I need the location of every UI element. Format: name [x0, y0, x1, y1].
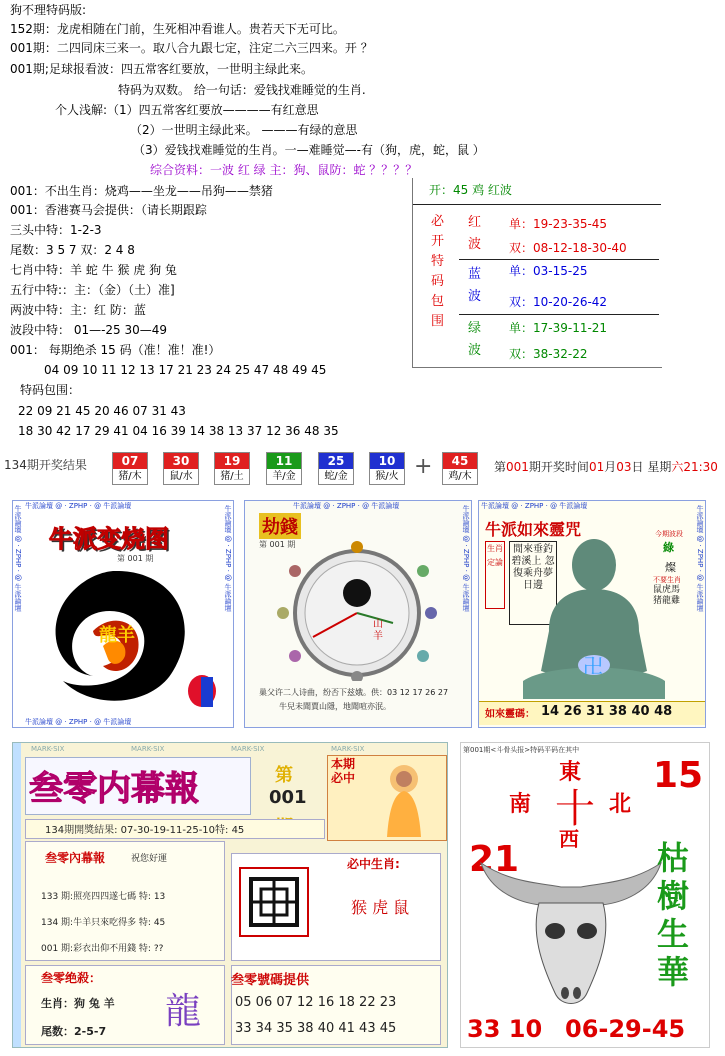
watermark-text: 牛派論壇 @ · ZPHP · @ 牛派論壇	[14, 505, 22, 612]
zodiac-box: 生肖定論	[485, 541, 505, 609]
watermark-text: 牛派論壇 @ · ZPHP · @ 牛派論壇	[25, 718, 132, 726]
explain-2: （2）一世明主绿此来。 ———有绿的意思	[130, 123, 358, 137]
svg-text:卍: 卍	[583, 654, 603, 678]
kill-label: 叁零绝殺：	[41, 971, 102, 985]
blue-single: 单：03-15-25	[509, 264, 588, 278]
panel-bull-skull	[460, 742, 710, 1048]
panel-money-clock	[244, 500, 472, 728]
panel-caption: 巢父许二人诗曲，纷否下兹娥。供：03 12 17 26 27	[259, 688, 449, 697]
divider	[413, 204, 661, 205]
green-wave-label: 绿波	[468, 321, 482, 358]
issue-number: 001	[269, 787, 307, 808]
panel-char: 龍羊	[99, 625, 135, 646]
special-ball: 45 鸡/木	[442, 452, 478, 485]
red-wave-label: 红波	[468, 215, 482, 252]
good-luck-label: 祝您好運	[131, 854, 168, 864]
seal-image	[247, 875, 301, 929]
issue-top: 第	[275, 765, 293, 786]
wave-surround-box	[412, 178, 662, 368]
north-char: 北	[609, 792, 632, 817]
issue-label: 第 001 期	[259, 540, 296, 549]
west-char: 西	[559, 827, 579, 851]
must-zodiac-label: 必中生肖:	[347, 857, 400, 871]
draw-result-bar	[0, 446, 725, 488]
open-result: 开：45 鸡 红波	[429, 183, 512, 197]
draw-ball: 07 猪/木	[112, 452, 148, 485]
panel-buddha-mantra	[478, 500, 706, 728]
panel-caption: 牛兒未聞賈山隱，地聞喧亦泯。	[279, 702, 391, 711]
watermark-text: 牛派論壇 @ · ZPHP · @ 牛派論壇	[25, 502, 132, 510]
bottom-numbers-left: 33 10	[467, 1015, 543, 1043]
panel-title: 牛派如來靈咒	[485, 520, 582, 539]
mark-six-text: MARK-SIX	[331, 745, 365, 753]
clock-side-chars: 山羊	[373, 619, 383, 642]
must-hit-label: 本期必中	[331, 757, 356, 785]
explain-1: 个人浅解:（1）四五常客红要放————有红意思	[55, 103, 319, 117]
three-head-line: 三头中特：1-2-3	[10, 223, 102, 237]
kill-15-numbers: 04 09 10 11 12 13 17 21 23 24 25 47 48 49 45	[44, 363, 327, 377]
panel-title: 叁零内幕報	[29, 769, 199, 809]
mark-six-text: MARK-SIX	[31, 745, 65, 753]
red-double: 双：08-12-18-30-40	[509, 241, 627, 255]
numbers-row: 33 34 35 38 40 41 43 45	[235, 1021, 397, 1036]
history-row: 134 期:牛羊只來吃得多 特: 45	[41, 918, 166, 928]
plus-sign: +	[414, 454, 433, 479]
mantra-numbers: 14 26 31 38 40 48	[541, 704, 673, 719]
right-char: 燦	[665, 561, 676, 574]
skip-zodiac-label: 不要生肖	[653, 576, 681, 584]
number-left: 21	[469, 839, 520, 880]
verse-box: 閒來垂釣碧溪上 忽復乘舟夢日邊	[509, 541, 557, 625]
guanyin-image	[365, 757, 443, 839]
page-title: 狗不理特码版:	[10, 3, 87, 17]
surround-numbers-2: 18 30 42 17 29 41 04 16 39 14 38 13 37 12 36 48 35	[18, 424, 339, 438]
summary-line: 综合资料：一波 红 绿 主：狗、鼠防：蛇 ？？？？	[150, 163, 418, 177]
panel-title: 牛派变烧图	[49, 525, 169, 553]
draw-ball: 10 猴/火	[369, 452, 405, 485]
kill-tail: 尾数：2-5-7	[41, 1025, 107, 1038]
panel-inside-news	[12, 742, 448, 1048]
bull-skull-image	[471, 843, 671, 1013]
numbers-row: 05 06 07 12 16 18 22 23	[235, 995, 397, 1010]
east-char: 東	[559, 760, 582, 785]
divider	[459, 314, 659, 315]
verse-152: 152期：龙虎相随在门前，生死相冲看谁人。贵若天下无可比。	[10, 22, 345, 36]
vertical-phrase: 枯樹生華	[657, 839, 690, 991]
watermark-text: 牛派論壇 @ · ZPHP · @ 牛派論壇	[481, 502, 588, 510]
two-wave-line: 两波中特：主：红 防：蓝	[10, 303, 146, 317]
surround-numbers-1: 22 09 21 45 20 46 07 31 43	[18, 404, 186, 418]
draw-ball: 30 鼠/水	[163, 452, 199, 485]
no-zodiac-line: 001：不出生肖：烧鸡——坐龙——吊狗——禁猪	[10, 184, 273, 198]
last-result-line: 134期開獎結果: 07-30-19-11-25-10特: 45	[45, 825, 245, 836]
kill-zodiac: 生肖：狗 兔 羊	[41, 997, 115, 1010]
dragon-char: 龍	[165, 991, 202, 1032]
must-zodiac-value: 猴 虎 鼠	[351, 898, 410, 917]
next-draw-time: 第001期开奖时间01月03日 星期六21:30	[494, 460, 718, 474]
panel-cow-burn-chart	[12, 500, 234, 728]
kill-15-line: 001： 每期绝杀 15 码（准！准！准!）	[10, 343, 221, 357]
draw-ball: 19 猪/土	[214, 452, 250, 485]
wave-box-value: 綠	[663, 541, 674, 554]
seven-zodiac-line: 七肖中特：羊 蛇 牛 猴 虎 狗 兔	[10, 263, 177, 277]
mark-six-text: MARK-SIX	[231, 745, 265, 753]
jockey-club-line: 001：香港赛马会提供：（请长期跟踪	[10, 203, 207, 217]
tail-number-line: 尾数：3 5 7 双：2 4 8	[10, 243, 135, 257]
ten-char: 十	[555, 786, 595, 832]
wave-range-line: 波段中特： 01—-25 30—49	[10, 323, 168, 337]
blue-wave-label: 蓝波	[468, 267, 482, 304]
hint-line: 特码为双数。 给一句话：爱钱找难睡觉的生肖.	[118, 83, 366, 97]
red-banner: 叁零內幕報	[45, 851, 106, 865]
mantra-label: 如來靈碼：	[485, 709, 535, 720]
history-row: 133 期:照亮四四遂七碼 特: 13	[41, 892, 166, 902]
five-elements-line: 五行中特:：主：（金）（土）准]	[10, 283, 175, 297]
watermark-text: 牛派論壇 @ · ZPHP · @ 牛派論壇	[293, 502, 400, 510]
draw-ball: 11 羊/金	[266, 452, 302, 485]
watermark-text: 牛派論壇 @ · ZPHP · @ 牛派論壇	[462, 505, 470, 612]
skip-zodiac-list: 鼠虎馬猪龍雞	[653, 585, 681, 606]
watermark-text: 牛派論壇 @ · ZPHP · @ 牛派論壇	[696, 505, 704, 612]
panel-header: 第001期<斗骨头报>特码平码在其中	[463, 746, 580, 754]
draw-ball: 25 蛇/金	[318, 452, 354, 485]
buddha-image	[509, 531, 679, 701]
divider	[459, 259, 659, 260]
green-single: 单：17-39-11-21	[509, 321, 608, 335]
football-verse: 001期;足球报看波：四五常客红要放，一世明主绿此来。	[10, 62, 313, 76]
verse-001: 001期：二四同床三来一。取八合九跟七定，注定二六三四来。开 ？	[10, 41, 373, 55]
mark-six-text: MARK-SIX	[131, 745, 165, 753]
bottom-numbers-right: 06-29-45	[565, 1015, 686, 1043]
wave-box-label: 今期波段	[655, 530, 683, 538]
must-open-label: 必开特码包围	[431, 214, 445, 329]
red-single: 单：19-23-35-45	[509, 217, 608, 231]
zodiac-clock-image	[273, 541, 443, 681]
south-char: 南	[509, 792, 532, 817]
history-row: 001 期:彩衣出仰不用錢 特: ??	[41, 944, 164, 954]
issue-label: 第 001 期	[117, 554, 154, 563]
numbers-label: 叁零號碼提供	[231, 973, 310, 988]
left-border-strip	[13, 743, 21, 1048]
panel-title: 劫錢	[259, 513, 301, 539]
watermark-text: 牛派論壇 @ · ZPHP · @ 牛派論壇	[224, 505, 232, 612]
blue-double: 双：10-20-26-42	[509, 295, 608, 309]
explain-3: （3）爱钱找难睡觉的生肖。一—难睡觉—-有（狗，虎，蛇，鼠 ）	[133, 143, 485, 157]
special-surround-label: 特码包围：	[20, 383, 81, 397]
green-double: 双：38-32-22	[509, 347, 588, 361]
number-right: 15	[653, 755, 704, 796]
draw-result-label: 134期开奖结果	[4, 458, 87, 472]
